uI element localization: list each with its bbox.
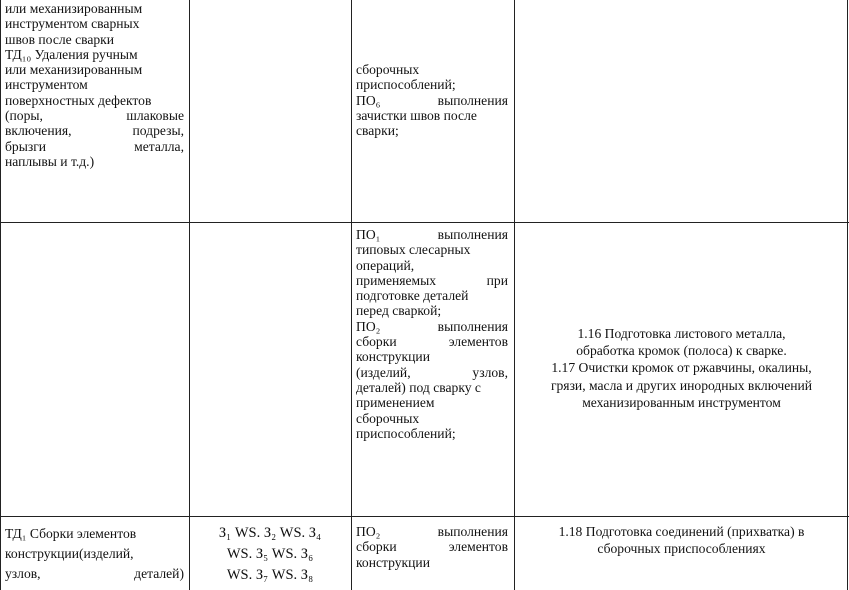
table-border-left: [0, 0, 1, 590]
text-line: [356, 539, 508, 554]
text-word: при: [486, 272, 508, 288]
text-line: сборочных приспособлениях: [597, 540, 766, 556]
text-line: типовых слесарных: [356, 242, 471, 258]
text-word: выполнения: [437, 227, 508, 242]
text-line: или механизированным: [5, 62, 143, 78]
text-word: ПО₂: [356, 524, 381, 539]
text-line: швов после сварки: [5, 31, 115, 47]
text-word: ПО₂: [356, 318, 381, 334]
text-line: ТД₁ Сборки элементов: [5, 526, 137, 541]
text-line: 1.18 Подготовка соединений (прихватка) в: [558, 524, 805, 539]
text-line: [5, 139, 184, 154]
text-line: инструментом сварных: [5, 16, 140, 32]
text-word: (поры,: [5, 108, 43, 124]
text-word: включения,: [5, 123, 72, 139]
text-line: [356, 227, 508, 242]
table-cell-row3-col1: [5, 524, 184, 584]
table-cell-row1-col1: [5, 1, 184, 169]
text-line: поверхностных дефектов: [5, 92, 152, 108]
text-word: шлаковые: [126, 108, 184, 124]
text-line: [356, 365, 508, 380]
text-word: (изделий,: [356, 364, 411, 380]
table-cell-row1-col3: [356, 62, 508, 138]
text-line: подготовке деталей: [356, 288, 469, 304]
text-word: ПО₆: [356, 92, 381, 108]
text-line: наплывы и т.д.): [5, 153, 95, 169]
text-line: сборочных: [356, 410, 420, 426]
text-line: деталей) под сварку с: [356, 379, 481, 395]
text-line: конструкции: [356, 349, 430, 365]
text-line: применением: [356, 395, 435, 411]
text-line: [5, 564, 184, 584]
text-line: механизированным инструментом: [582, 394, 781, 410]
text-word: выполнения: [437, 92, 508, 108]
text-line: приспособлений;: [356, 425, 456, 441]
text-line: сварки;: [356, 123, 399, 139]
text-line: конструкции: [356, 554, 430, 570]
table-cell-row3-col3: [356, 524, 508, 570]
row-divider-2: [0, 516, 849, 517]
text-word: элементов: [448, 539, 508, 555]
text-line: операций,: [356, 257, 415, 273]
text-line: 1.17 Очистки кромок от ржавчины, окалины,: [551, 360, 812, 376]
text-line: З₁ WS. З₂ WS. З₄: [218, 525, 322, 541]
text-line: конструкции(изделий,: [5, 546, 134, 561]
text-word: применяемых: [356, 272, 437, 288]
text-line: [356, 273, 508, 288]
text-line: 1.16 Подготовка листового металла,: [577, 326, 786, 341]
text-word: сборки: [356, 334, 397, 350]
column-divider-1: [189, 0, 190, 590]
text-word: ПО₁: [356, 227, 381, 242]
row-divider-1: [0, 222, 849, 223]
table-cell-row3-col4: [516, 524, 847, 557]
text-line: сборочных: [356, 62, 420, 77]
column-divider-3: [514, 0, 515, 590]
table-cell-row3-col2: [191, 523, 349, 586]
text-line: ТД₁₀ Удаления ручным: [5, 46, 138, 62]
text-line: зачистки швов после: [356, 107, 477, 123]
text-word: элементов: [448, 334, 508, 350]
text-word: металла,: [134, 138, 184, 154]
text-line: или механизированным: [5, 1, 143, 16]
text-word: узлов,: [472, 364, 508, 380]
table-cell-row2-col3: [356, 227, 508, 441]
text-word: выполнения: [437, 524, 508, 539]
table-cell-row2-col4: [516, 325, 847, 411]
text-line: [5, 123, 184, 138]
text-line: перед сваркой;: [356, 303, 442, 319]
text-line: [356, 93, 508, 108]
text-word: сборки: [356, 539, 397, 555]
text-line: [356, 334, 508, 349]
table-border-right: [847, 0, 848, 590]
text-word: подрезы,: [132, 123, 184, 139]
text-line: инструментом: [5, 77, 88, 93]
text-line: WS. З₇ WS. З₈: [226, 567, 314, 583]
text-word: выполнения: [437, 318, 508, 334]
text-line: [356, 524, 508, 539]
text-word: брызги: [5, 138, 47, 154]
text-word: деталей): [134, 566, 184, 581]
column-divider-2: [351, 0, 352, 590]
text-line: обработка кромок (полоса) к сварке.: [576, 343, 787, 359]
text-line: [5, 108, 184, 123]
text-word: узлов,: [5, 566, 41, 581]
text-line: WS. З₅ WS. З₆: [226, 546, 314, 562]
text-line: приспособлений;: [356, 77, 456, 93]
text-line: грязи, масла и других инородных включений: [550, 377, 813, 393]
text-line: [356, 319, 508, 334]
